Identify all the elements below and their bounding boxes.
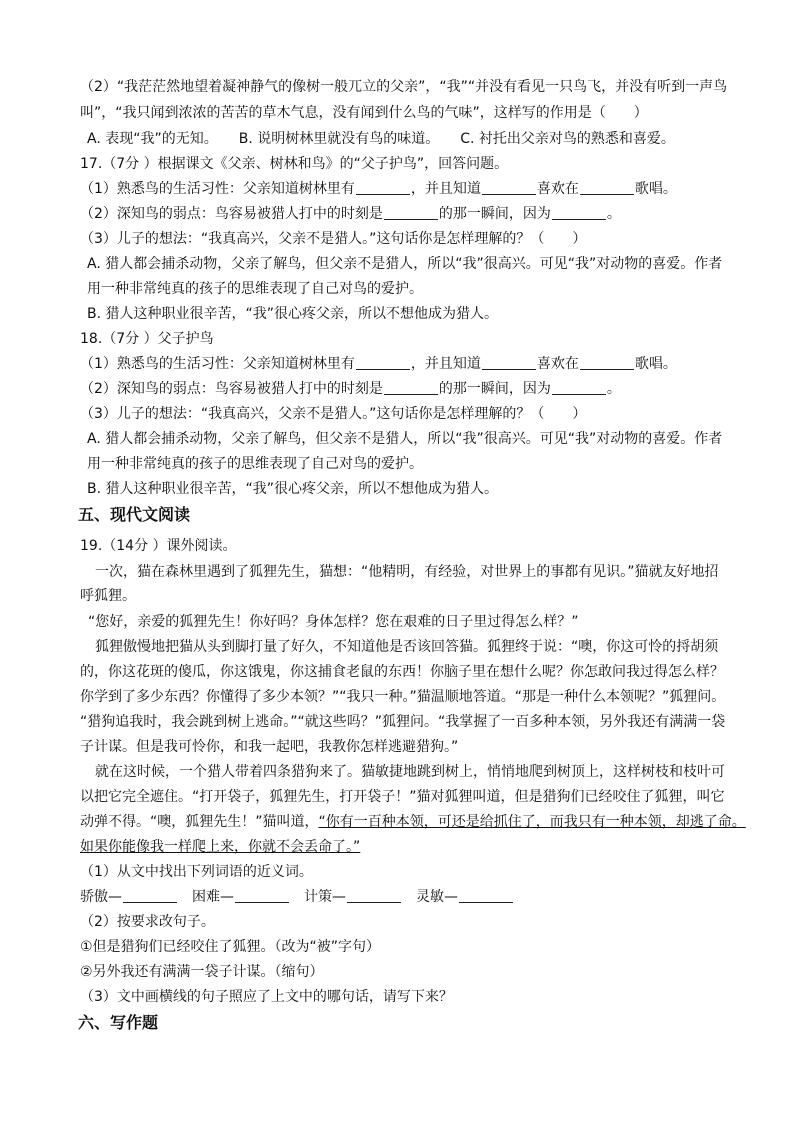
passage-p3-l5: 子计谋。但是我可怜你，和我一起吧，我教你怎样逃避猎狗。” bbox=[80, 739, 459, 755]
q19-2: （2）按要求改句子。 bbox=[80, 914, 215, 930]
q16-2-line-1: （2）“我茫茫然地望着凝神静气的像树一般兀立的父亲”，“我”“并没有看见一只鸟飞，并没有听到一声鸟 bbox=[80, 79, 728, 95]
q19-1-words: 骄傲— 困难— 计策— 灵敏— bbox=[80, 887, 514, 907]
blank bbox=[384, 380, 438, 395]
q18-1: （1）熟悉鸟的生活习性：父亲知道树林里有 ，并且知道 喜欢在 歌唱。 bbox=[80, 356, 677, 372]
passage-p3-l1: 狐狸傲慢地把猫从头到脚打量了好久，不知道他是否该回答猫。狐狸终于说：“噢，你这可怜的捋胡须 bbox=[95, 639, 719, 655]
blank bbox=[123, 888, 177, 903]
q19-2-1: ①但是猎狗们已经咬住了狐狸。（改为“被”字句） bbox=[80, 939, 381, 955]
q18-3-a-2: 用一种非常纯真的孩子的思维表现了自己对鸟的爱护。 bbox=[87, 456, 423, 472]
blank bbox=[580, 355, 634, 370]
blank bbox=[459, 888, 513, 903]
q18-3-b: B. 猎人这种职业很辛苦，“我”很心疼父亲，所以不想他成为猎人。 bbox=[87, 481, 499, 497]
passage-p3-l3: 你学到了多少东西？你懂得了多少本领？”“我只一种。”猫温顺地答道。“那是一种什么本领呢？”狐狸问。 bbox=[80, 689, 726, 705]
passage-p1-l2: 呼狐狸。 bbox=[80, 588, 136, 604]
q16-2-line-2: 叫”，“我只闻到浓浓的苦苦的草木气息，没有闻到什么鸟的气味”，这样写的作用是（ ） bbox=[80, 105, 648, 121]
underlined-sentence: “你有一百种本领，可还是给抓住了，而我只有一种本领，却逃了命。 bbox=[318, 814, 746, 830]
blank bbox=[482, 180, 536, 195]
blank bbox=[235, 888, 289, 903]
passage-p2: “您好，亲爱的狐狸先生！你好吗？身体怎样？您在艰难的日子里过得怎么样？” bbox=[88, 614, 579, 630]
q18-3-a-1: A. 猎人都会捕杀动物，父亲了解鸟，但父亲不是猎人，所以“我”很高兴。可见“我”对动物的喜爱。作者 bbox=[87, 431, 723, 447]
q17-title: 17.（7分 ）根据课文《父亲、树林和鸟》的“父子护鸟”，回答问题。 bbox=[80, 156, 509, 172]
q19-1: （1）从文中找出下列词语的近义词。 bbox=[80, 864, 313, 880]
q17-2: （2）深知鸟的弱点：鸟容易被猎人打中的时刻是 的那一瞬间，因为 。 bbox=[80, 206, 621, 222]
q19-title: 19.（14分 ）课外阅读。 bbox=[80, 538, 237, 554]
q19-3: （3）文中画横线的句子照应了上文中的哪句话，请写下来？ bbox=[80, 989, 453, 1005]
passage-p4-l1: 就在这时候，一个猎人带着四条猎狗来了。猫敏捷地跳到树上，悄悄地爬到树顶上，这样树枝和枝叶可 bbox=[95, 764, 725, 780]
blank bbox=[356, 180, 410, 195]
section-6-heading: 六、写作题 bbox=[78, 1013, 159, 1032]
q17-1: （1）熟悉鸟的生活习性：父亲知道树林里有 ，并且知道 喜欢在 歌唱。 bbox=[80, 181, 677, 197]
blank bbox=[347, 888, 401, 903]
q17-3-a-2: 用一种非常纯真的孩子的思维表现了自己对鸟的爱护。 bbox=[87, 281, 423, 297]
q18-title: 18.（7分 ）父子护鸟 bbox=[80, 331, 214, 347]
q18-3: （3）儿子的想法：“我真高兴，父亲不是猎人。”这句话你是怎样理解的？（ ） bbox=[80, 406, 587, 422]
q17-3-a-1: A. 猎人都会捕杀动物，父亲了解鸟，但父亲不是猎人，所以“我”很高兴。可见“我”对动物的喜爱。作者 bbox=[87, 256, 723, 272]
blank bbox=[580, 180, 634, 195]
passage-p3-l2: 的，你这花斑的傻瓜，你这饿鬼，你这捕食老鼠的东西！你脑子里在想什么呢？你怎敢问我过得怎么样？ bbox=[80, 664, 724, 680]
q17-3-b: B. 猎人这种职业很辛苦，“我”很心疼父亲，所以不想他成为猎人。 bbox=[87, 306, 499, 322]
blank bbox=[552, 380, 606, 395]
blank bbox=[482, 355, 536, 370]
q18-2: （2）深知鸟的弱点：鸟容易被猎人打中的时刻是 的那一瞬间，因为 。 bbox=[80, 381, 621, 397]
section-5-heading: 五、现代文阅读 bbox=[78, 505, 191, 524]
q19-2-2: ②另外我还有满满一袋子计谋。（缩句） bbox=[80, 964, 324, 980]
passage-p4-l4: 如果你能像我一样爬上来，你就不会丢命了。” bbox=[80, 839, 361, 855]
passage-p4-l2: 以把它完全遮住。“打开袋子，狐狸先生，打开袋子！”猫对狐狸叫道，但是猎狗们已经咬住了狐狸，叫它 bbox=[80, 789, 725, 805]
blank bbox=[384, 205, 438, 220]
passage-p3-l4: “猎狗追我时，我会跳到树上逃命。”“就这些吗？”狐狸问。“我掌握了一百多种本领，另外我还有满满一袋 bbox=[80, 714, 726, 730]
q16-2-options: A. 表现“我”的无知。 B. 说明树林里就没有鸟的味道。 C. 衬托出父亲对鸟的熟悉和喜爱。 bbox=[87, 131, 675, 147]
passage-p4-l3: 动弹不得。“噢，狐狸先生！”猫叫道，“你有一百种本领，可还是给抓住了，而我只有一种本领，却逃了命。 bbox=[80, 814, 746, 830]
blank bbox=[356, 355, 410, 370]
blank bbox=[552, 205, 606, 220]
passage-p1-l1: 一次，猫在森林里遇到了狐狸先生，猫想：“他精明，有经验，对世界上的事都有见识。”猫就友好地招 bbox=[95, 564, 719, 580]
q17-3: （3）儿子的想法：“我真高兴，父亲不是猎人。”这句话你是怎样理解的？（ ） bbox=[80, 231, 587, 247]
